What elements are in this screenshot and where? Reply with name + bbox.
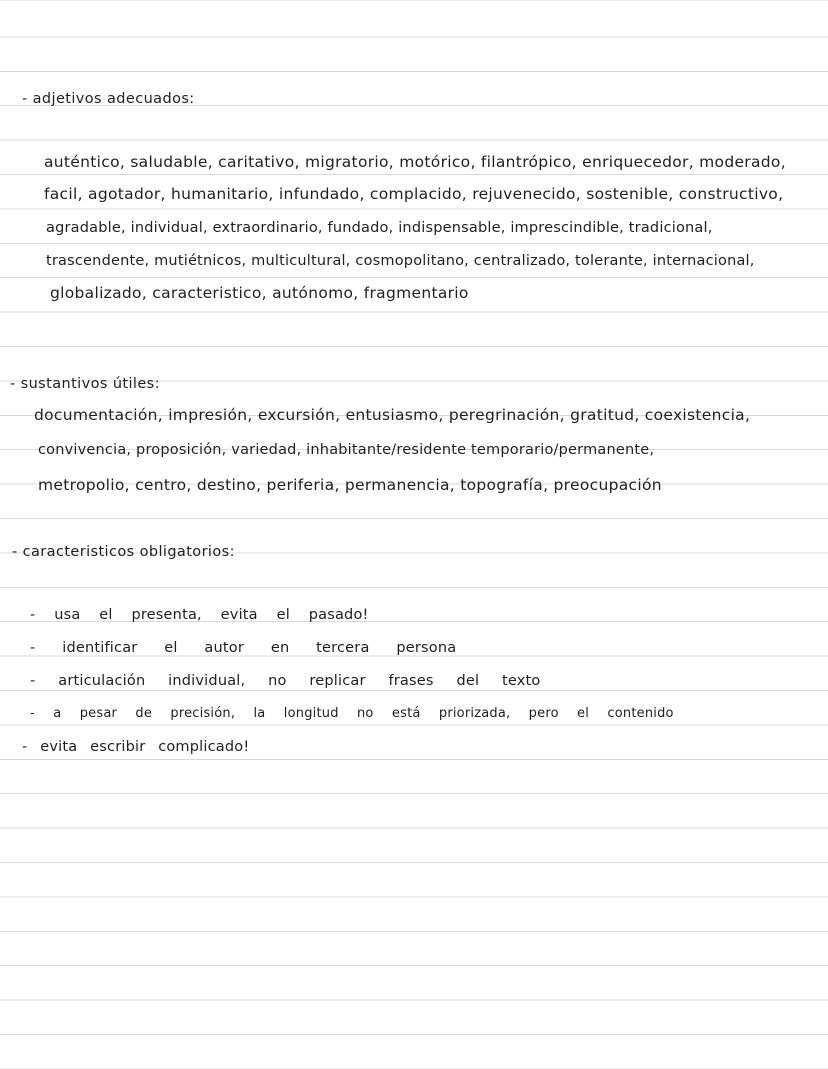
- caracteristicos-item-4: - a pesar de precisión, la longitud no está priorizada, pero el contenido: [30, 706, 674, 721]
- section-heading-sustantivos: - sustantivos útiles:: [10, 376, 160, 392]
- adjetivos-line-1: auténtico, saludable, caritativo, migratorio, motórico, filantrópico, enriquecedor, moderado,: [44, 153, 786, 171]
- section-heading-caracteristicos: - caracteristicos obligatorios:: [12, 544, 235, 560]
- caracteristicos-item-3: - articulación individual, no replicar frases del texto: [30, 673, 541, 689]
- caracteristicos-item-1: - usa el presenta, evita el pasado!: [30, 607, 369, 623]
- caracteristicos-item-5: - evita escribir complicado!: [22, 739, 250, 755]
- section-heading-adjetivos: - adjetivos adecuados:: [22, 91, 195, 107]
- sustantivos-line-3: metropolio, centro, destino, periferia, permanencia, topografía, preocupación: [38, 476, 662, 494]
- adjetivos-line-4: trascendente, mutiétnicos, multicultural, cosmopolitano, centralizado, tolerante, internacional,: [46, 253, 755, 269]
- adjetivos-line-3: agradable, individual, extraordinario, fundado, indispensable, imprescindible, tradicional,: [46, 220, 713, 236]
- caracteristicos-item-2: - identificar el autor en tercera persona: [30, 640, 457, 656]
- sustantivos-line-2: convivencia, proposición, variedad, inhabitante/residente temporario/permanente,: [38, 442, 655, 458]
- adjetivos-line-5: globalizado, caracteristico, autónomo, fragmentario: [50, 284, 469, 302]
- adjetivos-line-2: facil, agotador, humanitario, infundado, complacido, rejuvenecido, sostenible, constructivo,: [44, 185, 784, 203]
- sustantivos-line-1: documentación, impresión, excursión, entusiasmo, peregrinación, gratitud, coexistencia,: [34, 406, 751, 424]
